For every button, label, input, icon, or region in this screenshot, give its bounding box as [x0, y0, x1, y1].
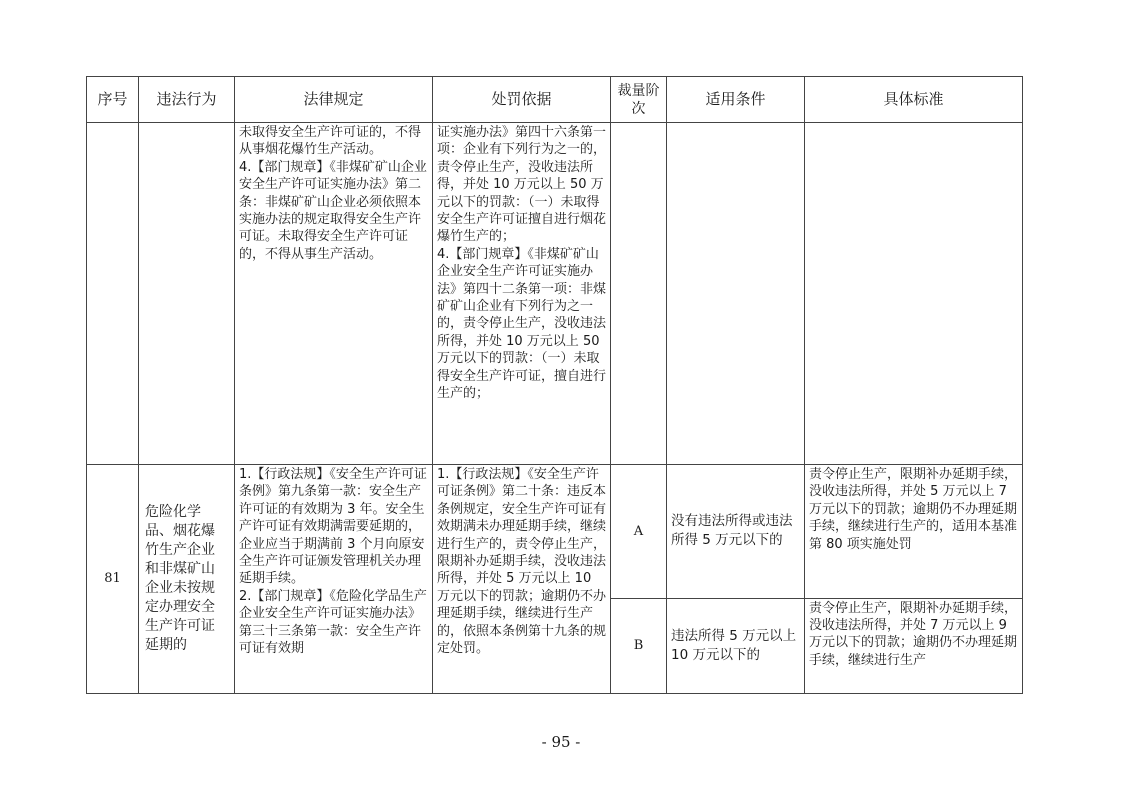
- header-applicable-condition: 适用条件: [667, 77, 805, 123]
- cell-condition-empty: [667, 123, 805, 465]
- cell-penalty-basis: [433, 123, 611, 465]
- cell-condition-b: 违法所得 5 万元以上 10 万元以下的: [667, 598, 805, 693]
- cell-grade-b: B: [611, 598, 667, 693]
- cell-standard-b: 责令停止生产，限期补办延期手续，没收违法所得，并处 7 万元以上 9 万元以下的罚款；逾期仍不办理延期手续，继续进行生产: [805, 598, 1023, 693]
- header-specific-standard: 具体标准: [805, 77, 1023, 123]
- header-violation: 违法行为: [139, 77, 235, 123]
- cell-standard-a: 责令停止生产，限期补办延期手续，没收违法所得，并处 5 万元以上 7 万元以下的罚款；逾期仍不办理延期手续，继续进行生产的，适用本基准第 80 项实施处罚: [805, 465, 1023, 599]
- cell-legal-provision: [235, 123, 433, 465]
- cell-penalty-basis-81: [433, 465, 611, 694]
- cell-serial-empty: [87, 123, 139, 465]
- table-row-continued: [87, 123, 1023, 465]
- header-discretion-level: 裁量阶次: [611, 77, 667, 123]
- cell-legal-provision-81: [235, 465, 433, 694]
- table-header-row: [87, 77, 1023, 123]
- cell-condition-a: 没有违法所得或违法所得 5 万元以下的: [667, 465, 805, 599]
- legal-provision-81-text: 1.【行政法规】《安全生产许可证条例》第九条第一款：安全生产许可证的有效期为 3 年。安全生产许可证有效期满需要延期的，企业应当于期满前 3 个月向原安全生产许可证颁发管理机关办理延期手续。 2.【部门规章】《危险化学品生产企业安全生产许可证实施办法》第三十三条第一款：安全生产许可证有效期: [239, 467, 427, 657]
- cell-serial-number: 81: [87, 465, 139, 694]
- cell-standard-empty: [805, 123, 1023, 465]
- page-number: - 95 -: [541, 733, 581, 751]
- penalty-standard-table: [86, 76, 1023, 694]
- legal-provision-text: 未取得安全生产许可证的，不得从事烟花爆竹生产活动。 4.【部门规章】《非煤矿矿山企业安全生产许可证实施办法》第二条：非煤矿矿山企业必须依照本实施办法的规定取得安全生产许可证。未取得安全生产许可证的，不得从事生产活动。: [239, 125, 427, 262]
- penalty-basis-81-text: 1.【行政法规】《安全生产许可证条例》第二十条：违反本条例规定，安全生产许可证有效期满未办理延期手续，继续进行生产的，责令停止生产，限期补办延期手续，没收违法所得，并处 5 万元以上 10 万元以下的罚款；逾期仍不办理延期手续，继续进行生产的，依照本条例第十九条的规定处罚。: [437, 467, 607, 657]
- header-penalty-basis: 处罚依据: [433, 77, 611, 123]
- cell-violation: 危险化学品、烟花爆竹生产企业和非煤矿山企业未按规定办理安全生产许可证延期的: [139, 465, 235, 694]
- header-legal-provision: 法律规定: [235, 77, 433, 123]
- header-serial-no: 序号: [87, 77, 139, 123]
- cell-violation-empty: [139, 123, 235, 465]
- penalty-basis-text: 证实施办法》第四十六条第一项：企业有下列行为之一的，责令停止生产，没收违法所得，并处 10 万元以上 50 万元以下的罚款：（一）未取得安全生产许可证擅自进行烟花爆竹生产的； 4.【部门规章】《非煤矿矿山企业安全生产许可证实施办法》第四十二条第一项：非煤矿矿山企业有下列行为之一的，责令停止生产，没收违法所得，并处 10 万元以上 50 万元以下的罚款：（一）未取得安全生产许可证，擅自进行生产的；: [437, 125, 607, 402]
- cell-grade-a: A: [611, 465, 667, 599]
- cell-grade-empty: [611, 123, 667, 465]
- table-row-81-a: [87, 465, 1023, 599]
